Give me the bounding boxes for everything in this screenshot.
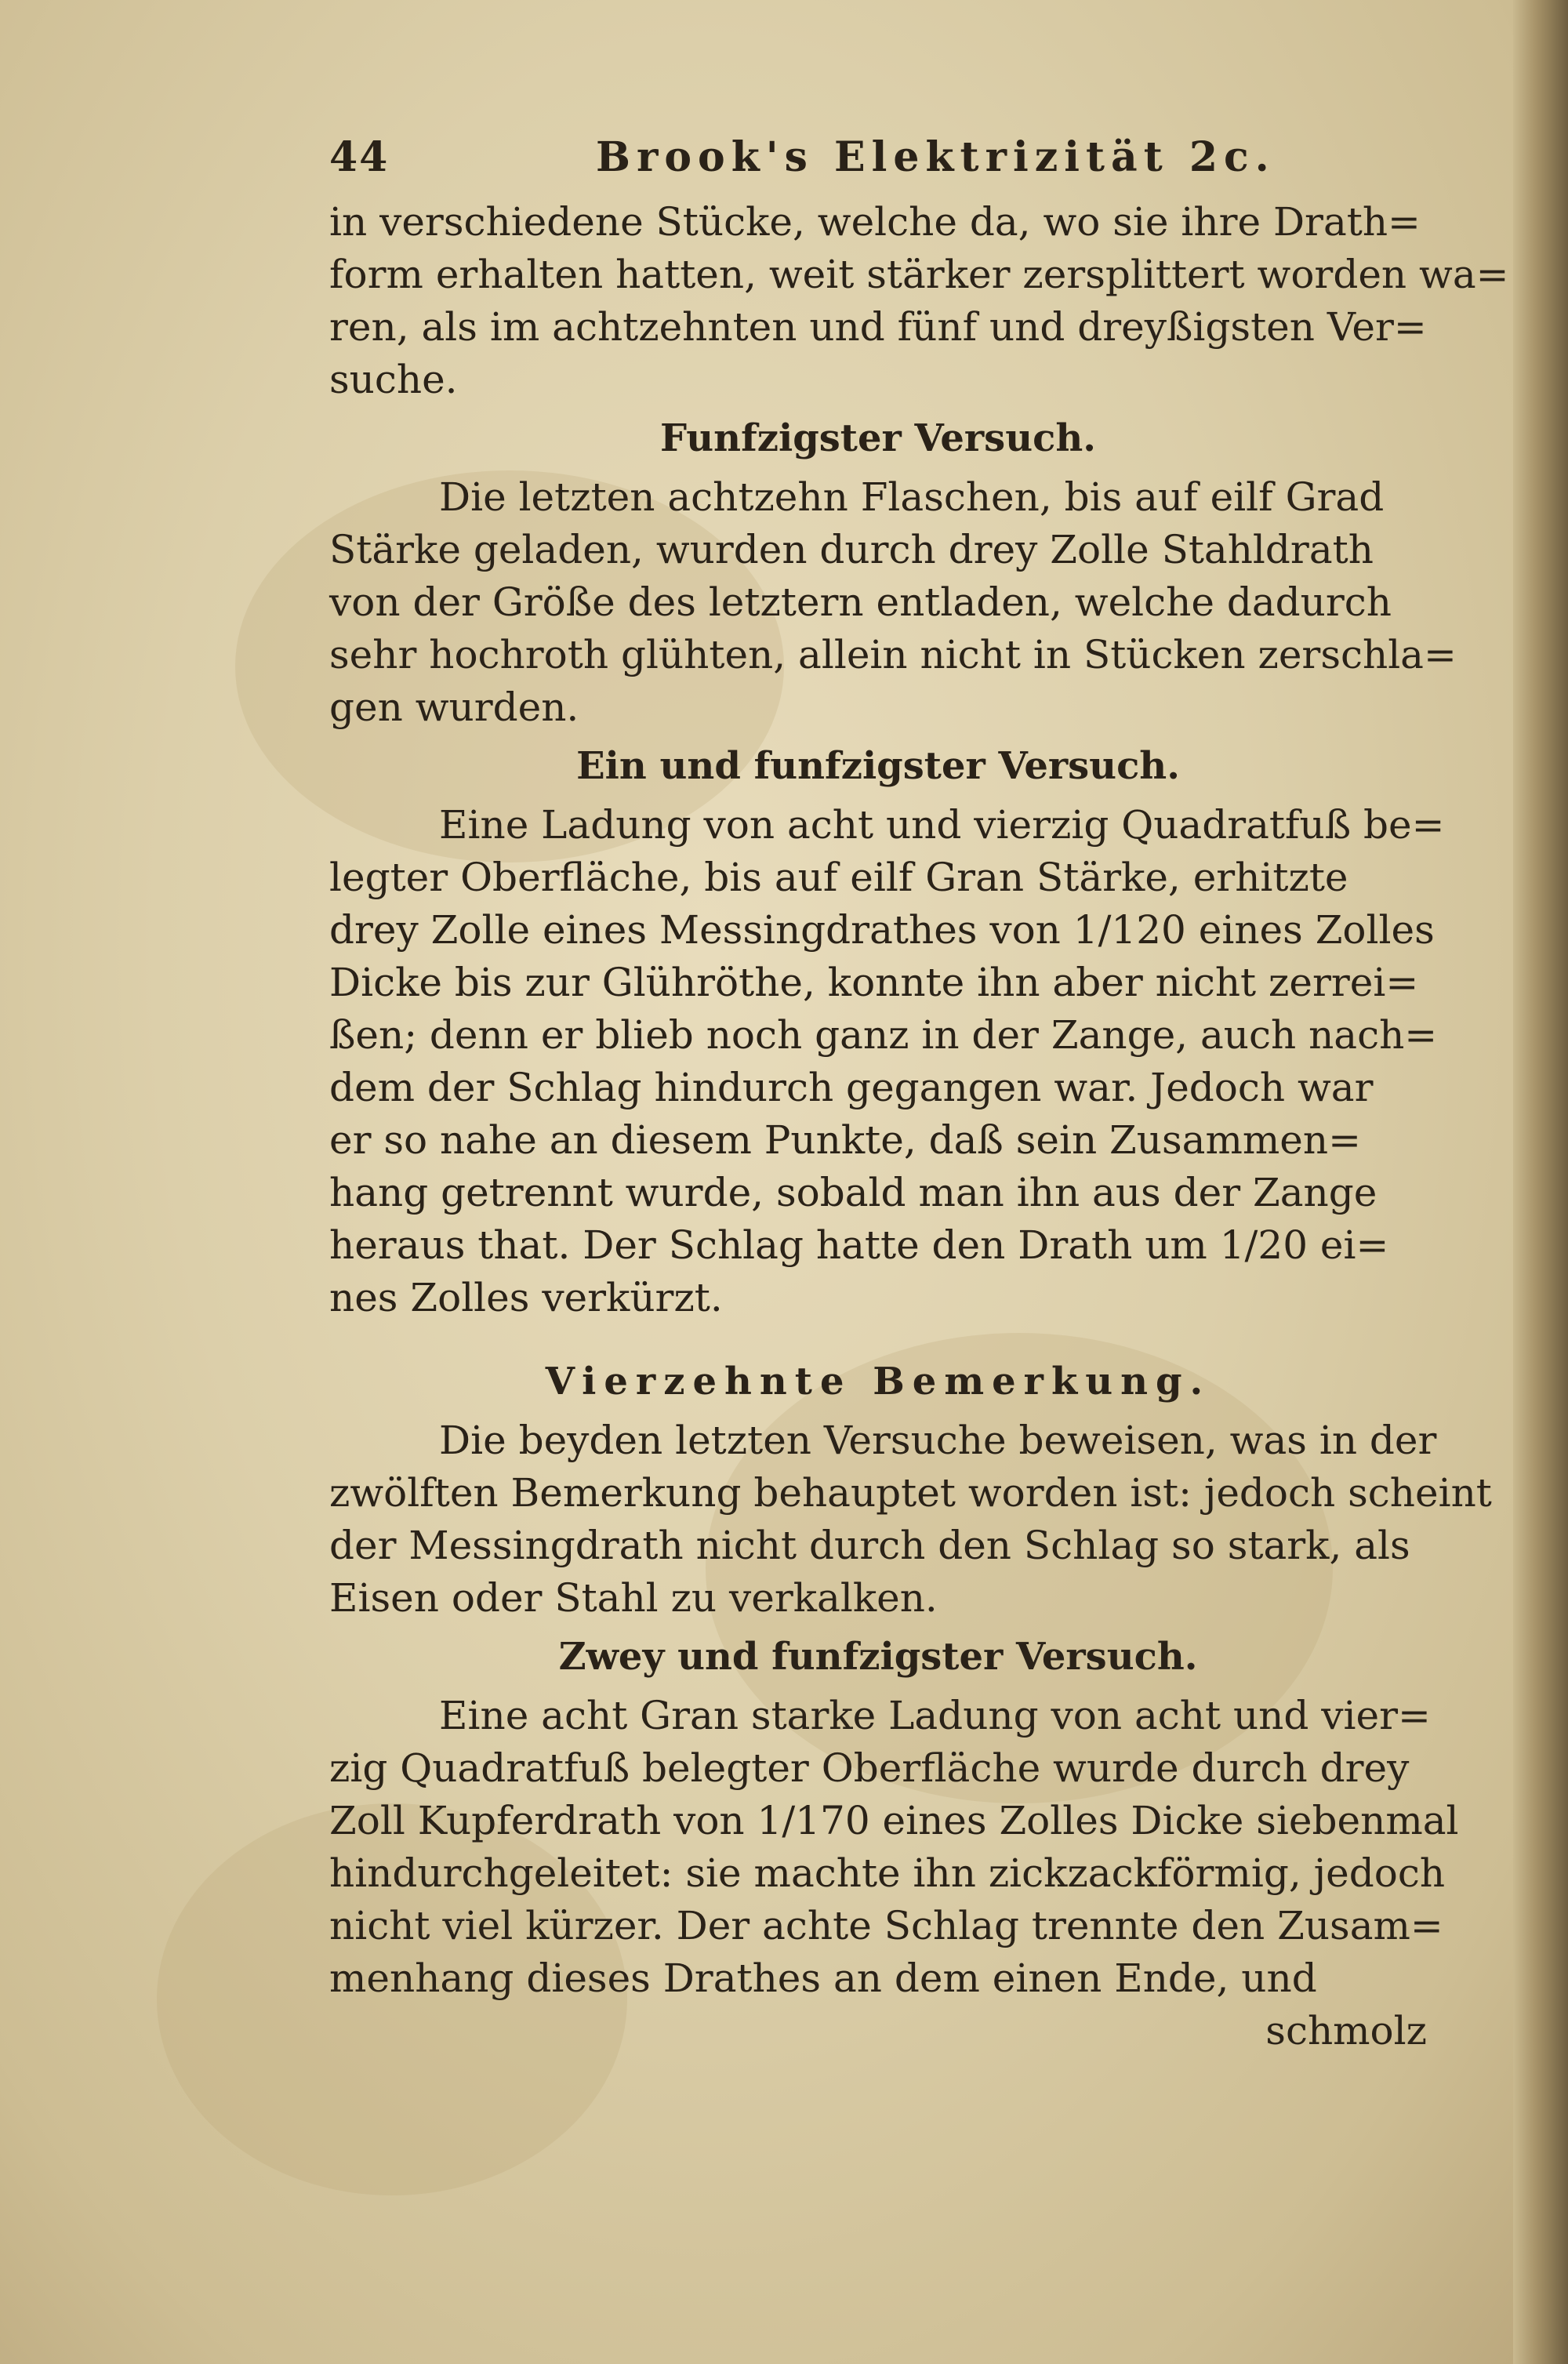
section-heading-fifty-first-experiment: Ein und funfzigster Versuch. (576, 744, 1180, 788)
text-line: zwölften Bemerkung behauptet worden ist: jedoch scheint (329, 1470, 1492, 1516)
text-line: Stärke geladen, wurden durch drey Zolle Stahldrath (329, 527, 1374, 572)
text-line: Zoll Kupferdrath von 1/170 eines Zolles Dicke siebenmal (329, 1798, 1459, 1843)
paragraph-3 (329, 799, 1445, 1324)
text-line: ßen; denn er blieb noch ganz in der Zange, auch nach= (329, 1012, 1438, 1058)
text-line: Dicke bis zur Glühröthe, konnte ihn aber nicht zerrei= (329, 960, 1419, 1005)
text-line: Eisen oder Stahl zu verkalken. (329, 1575, 938, 1621)
text-line: drey Zolle eines Messingdrathes von 1/120 eines Zolles (329, 907, 1435, 953)
text-line: ren, als im achtzehnten und fünf und dreyßigsten Ver= (329, 304, 1427, 350)
text-line: form erhalten hatten, weit stärker zersplittert worden wa= (329, 252, 1509, 297)
text-line: er so nahe an diesem Punkte, daß sein Zusammen= (329, 1117, 1361, 1163)
text-line: Eine acht Gran starke Ladung von acht und vier= (439, 1693, 1431, 1738)
text-line: suche. (329, 357, 458, 402)
page-number: 44 (329, 133, 390, 181)
paragraph-4 (329, 1414, 1492, 1625)
text-line: Die beyden letzten Versuche beweisen, was in der (439, 1418, 1437, 1463)
text-line: dem der Schlag hindurch gegangen war. Jedoch war (329, 1065, 1374, 1110)
text-line: Eine Ladung von acht und vierzig Quadratfuß be= (439, 802, 1445, 848)
section-heading-fourteenth-remark: Vierzehnte Bemerkung. (545, 1360, 1211, 1404)
running-head (329, 125, 1427, 196)
text-line: gen wurden. (329, 685, 579, 730)
text-line: der Messingdrath nicht durch den Schlag so stark, als (329, 1523, 1410, 1568)
text-line: zig Quadratfuß belegter Oberfläche wurde durch drey (329, 1745, 1410, 1791)
section-heading-fiftieth-experiment: Funfzigster Versuch. (660, 416, 1096, 460)
text-line: sehr hochroth glühten, allein nicht in Stücken zerschla= (329, 632, 1457, 677)
catchword: schmolz (1265, 2008, 1427, 2054)
text-line: hindurchgeleitet: sie machte ihn zickzackförmig, jedoch (329, 1850, 1446, 1896)
text-line: nes Zolles verkürzt. (329, 1275, 723, 1320)
section-heading-fifty-second-experiment: Zwey und funfzigster Versuch. (558, 1635, 1198, 1679)
text-line: Die letzten achtzehn Flaschen, bis auf eilf Grad (439, 474, 1385, 520)
text-block (329, 125, 1509, 2057)
text-line: menhang dieses Drathes an dem einen Ende, und (329, 1955, 1317, 2001)
text-line: heraus that. Der Schlag hatte den Drath um 1/20 ei= (329, 1222, 1389, 1268)
book-spine-shadow (1513, 0, 1568, 2364)
text-line: legter Oberfläche, bis auf eilf Gran Stärke, erhitzte (329, 855, 1348, 900)
text-line: von der Größe des letztern entladen, welche dadurch (329, 579, 1392, 625)
text-line: in verschiedene Stücke, welche da, wo sie ihre Drath= (329, 199, 1421, 245)
text-line: hang getrennt wurde, sobald man ihn aus der Zange (329, 1170, 1377, 1215)
paragraph-1 (329, 196, 1509, 406)
paragraph-5 (329, 1690, 1459, 2005)
paragraph-2 (329, 471, 1457, 734)
text-line: nicht viel kürzer. Der achte Schlag trennte den Zusam= (329, 1903, 1443, 1948)
running-title: Brook's Elektrizität 2c. (596, 133, 1276, 181)
